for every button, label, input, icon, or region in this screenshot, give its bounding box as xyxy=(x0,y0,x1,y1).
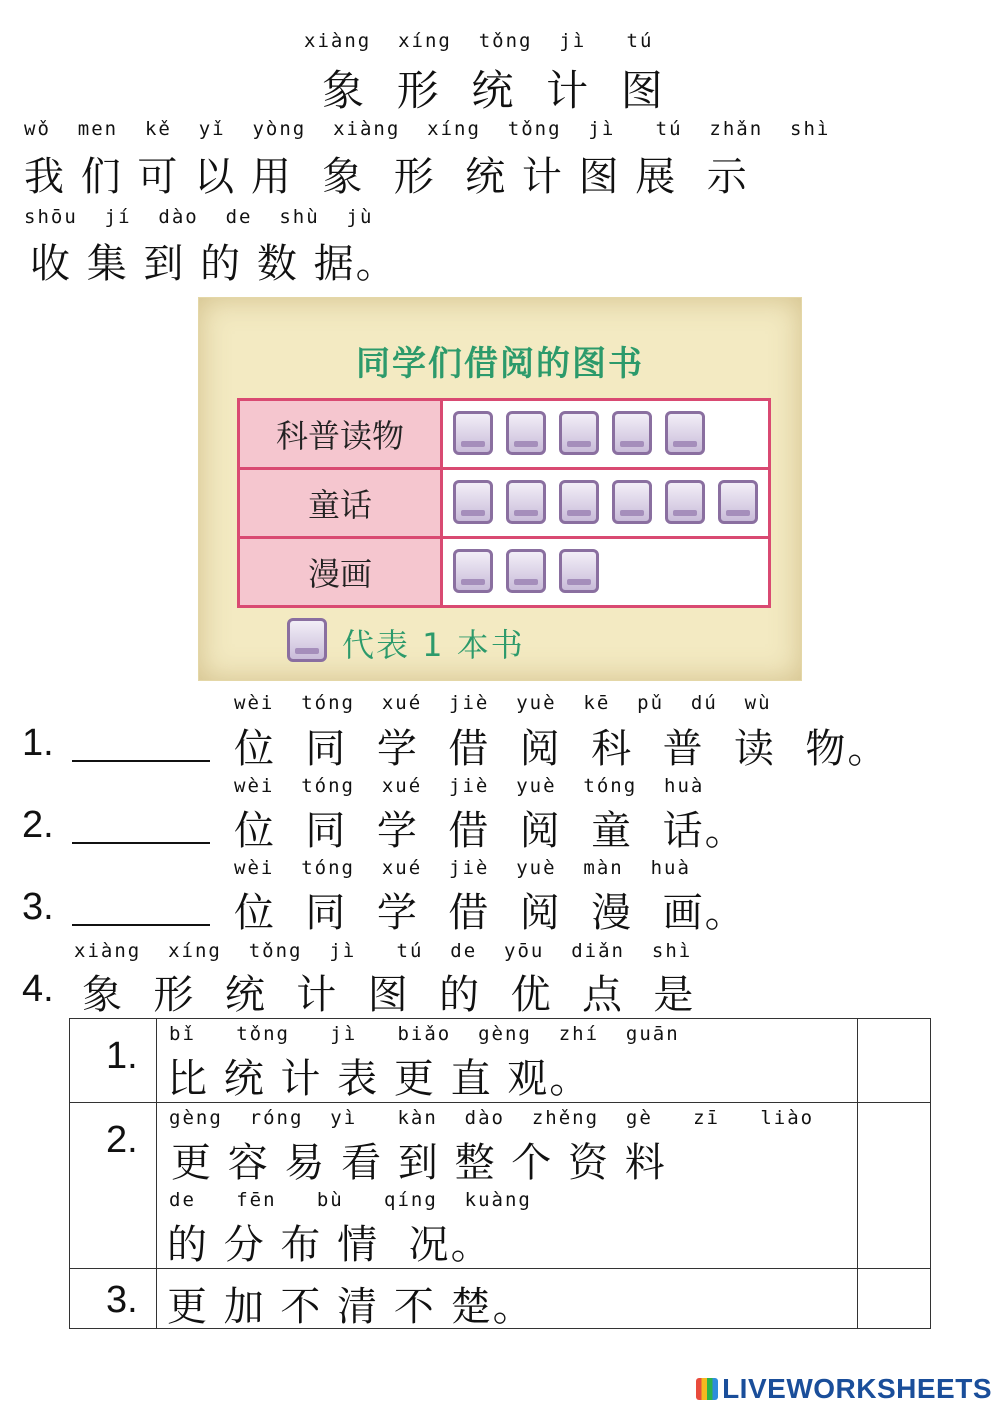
book-icon xyxy=(665,411,705,455)
book-icon xyxy=(559,549,599,593)
option-number-cell xyxy=(70,1019,157,1103)
question-number: 3. xyxy=(22,886,54,928)
option-pinyin: gèng róng yì kàn dào zhěng gè zī liào xyxy=(169,1107,815,1129)
intro-line1-text: 我 们 可 以 用 象 形 统 计 图 展 示 xyxy=(24,154,749,200)
option-pinyin: de fēn bù qíng kuàng xyxy=(169,1189,532,1211)
answer-blank[interactable] xyxy=(72,728,210,762)
option-text: 的 分 布 情 况。 xyxy=(167,1222,493,1268)
book-icon xyxy=(453,549,493,593)
option-pinyin: bǐ tǒng jì biǎo gèng zhí guān xyxy=(169,1023,680,1045)
question-number: 1. xyxy=(22,722,54,764)
option-text-cell[interactable] xyxy=(157,1103,858,1269)
question-text: 象 形 统 计 图 的 优 点 是 xyxy=(82,972,696,1018)
option-row[interactable] xyxy=(70,1269,931,1329)
question-text: 位 同 学 借 阅 童 话。 xyxy=(234,808,747,854)
page-title: 象 形 统 计 图 xyxy=(322,66,665,115)
option-text: 更 容 易 看 到 整 个 资 料 xyxy=(171,1140,667,1186)
option-text-cell[interactable] xyxy=(157,1019,858,1103)
book-icon xyxy=(506,411,546,455)
chart-category-label: 科普读物 xyxy=(240,401,443,467)
book-icon xyxy=(506,480,546,524)
answer-blank[interactable] xyxy=(72,810,210,844)
chart-category-label: 童话 xyxy=(240,470,443,536)
option-check-cell[interactable] xyxy=(858,1269,931,1329)
question-text: 位 同 学 借 阅 科 普 读 物。 xyxy=(234,726,890,772)
brand-text: LIVEWORKSHEETS xyxy=(722,1373,992,1404)
book-icon xyxy=(559,480,599,524)
option-number-cell xyxy=(70,1103,157,1269)
option-number-cell xyxy=(70,1269,157,1329)
book-icon xyxy=(665,480,705,524)
chart-row xyxy=(237,536,771,608)
question-text: 位 同 学 借 阅 漫 画。 xyxy=(234,890,747,936)
question-pinyin: xiàng xíng tǒng jì tú de yōu diǎn shì xyxy=(74,940,693,962)
chart-row-icons xyxy=(443,401,768,467)
option-row[interactable] xyxy=(70,1103,931,1269)
book-icon xyxy=(287,618,327,662)
intro-line2-pinyin: shōu jí dào de shù jù xyxy=(24,206,374,228)
option-number: 1. xyxy=(106,1035,138,1077)
book-icon xyxy=(559,411,599,455)
chart-row xyxy=(237,467,771,539)
chart-title: 同学们借阅的图书 xyxy=(356,344,644,384)
option-check-cell[interactable] xyxy=(858,1019,931,1103)
book-icon xyxy=(612,480,652,524)
question-pinyin: wèi tóng xué jiè yuè tóng huà xyxy=(234,775,705,797)
answer-blank[interactable] xyxy=(72,892,210,926)
question-pinyin: wèi tóng xué jiè yuè màn huà xyxy=(234,857,691,879)
book-icon xyxy=(506,549,546,593)
intro-line1-pinyin: wǒ men kě yǐ yòng xiàng xíng tǒng jì tú zhǎn shì xyxy=(24,118,831,140)
option-row[interactable] xyxy=(70,1019,931,1103)
question-pinyin: wèi tóng xué jiè yuè kē pǔ dú wù xyxy=(234,692,772,714)
book-icon xyxy=(612,411,652,455)
book-icon xyxy=(453,411,493,455)
question-number: 4. xyxy=(22,968,54,1010)
intro-line2-text: 收 集 到 的 数 据。 xyxy=(30,241,398,287)
option-text: 比 统 计 表 更 直 观。 xyxy=(167,1056,592,1102)
option-text: 更 加 不 清 不 楚。 xyxy=(167,1284,535,1330)
pictograph-chart xyxy=(198,297,802,681)
chart-row-icons xyxy=(443,470,768,536)
book-icon xyxy=(718,480,758,524)
question-number: 2. xyxy=(22,804,54,846)
chart-legend: 代表 1 本书 xyxy=(342,626,525,664)
options-table xyxy=(69,1018,931,1329)
book-icon xyxy=(453,480,493,524)
option-number: 3. xyxy=(106,1279,138,1321)
chart-category-label: 漫画 xyxy=(240,539,443,605)
option-text-cell[interactable] xyxy=(157,1269,858,1329)
title-pinyin: xiàng xíng tǒng jì tú xyxy=(304,30,654,52)
chart-row xyxy=(237,398,771,470)
chart-row-icons xyxy=(443,539,768,605)
option-check-cell[interactable] xyxy=(858,1103,931,1269)
brand-logo xyxy=(696,1373,992,1405)
liveworksheets-icon xyxy=(696,1378,718,1400)
option-number: 2. xyxy=(106,1119,138,1161)
